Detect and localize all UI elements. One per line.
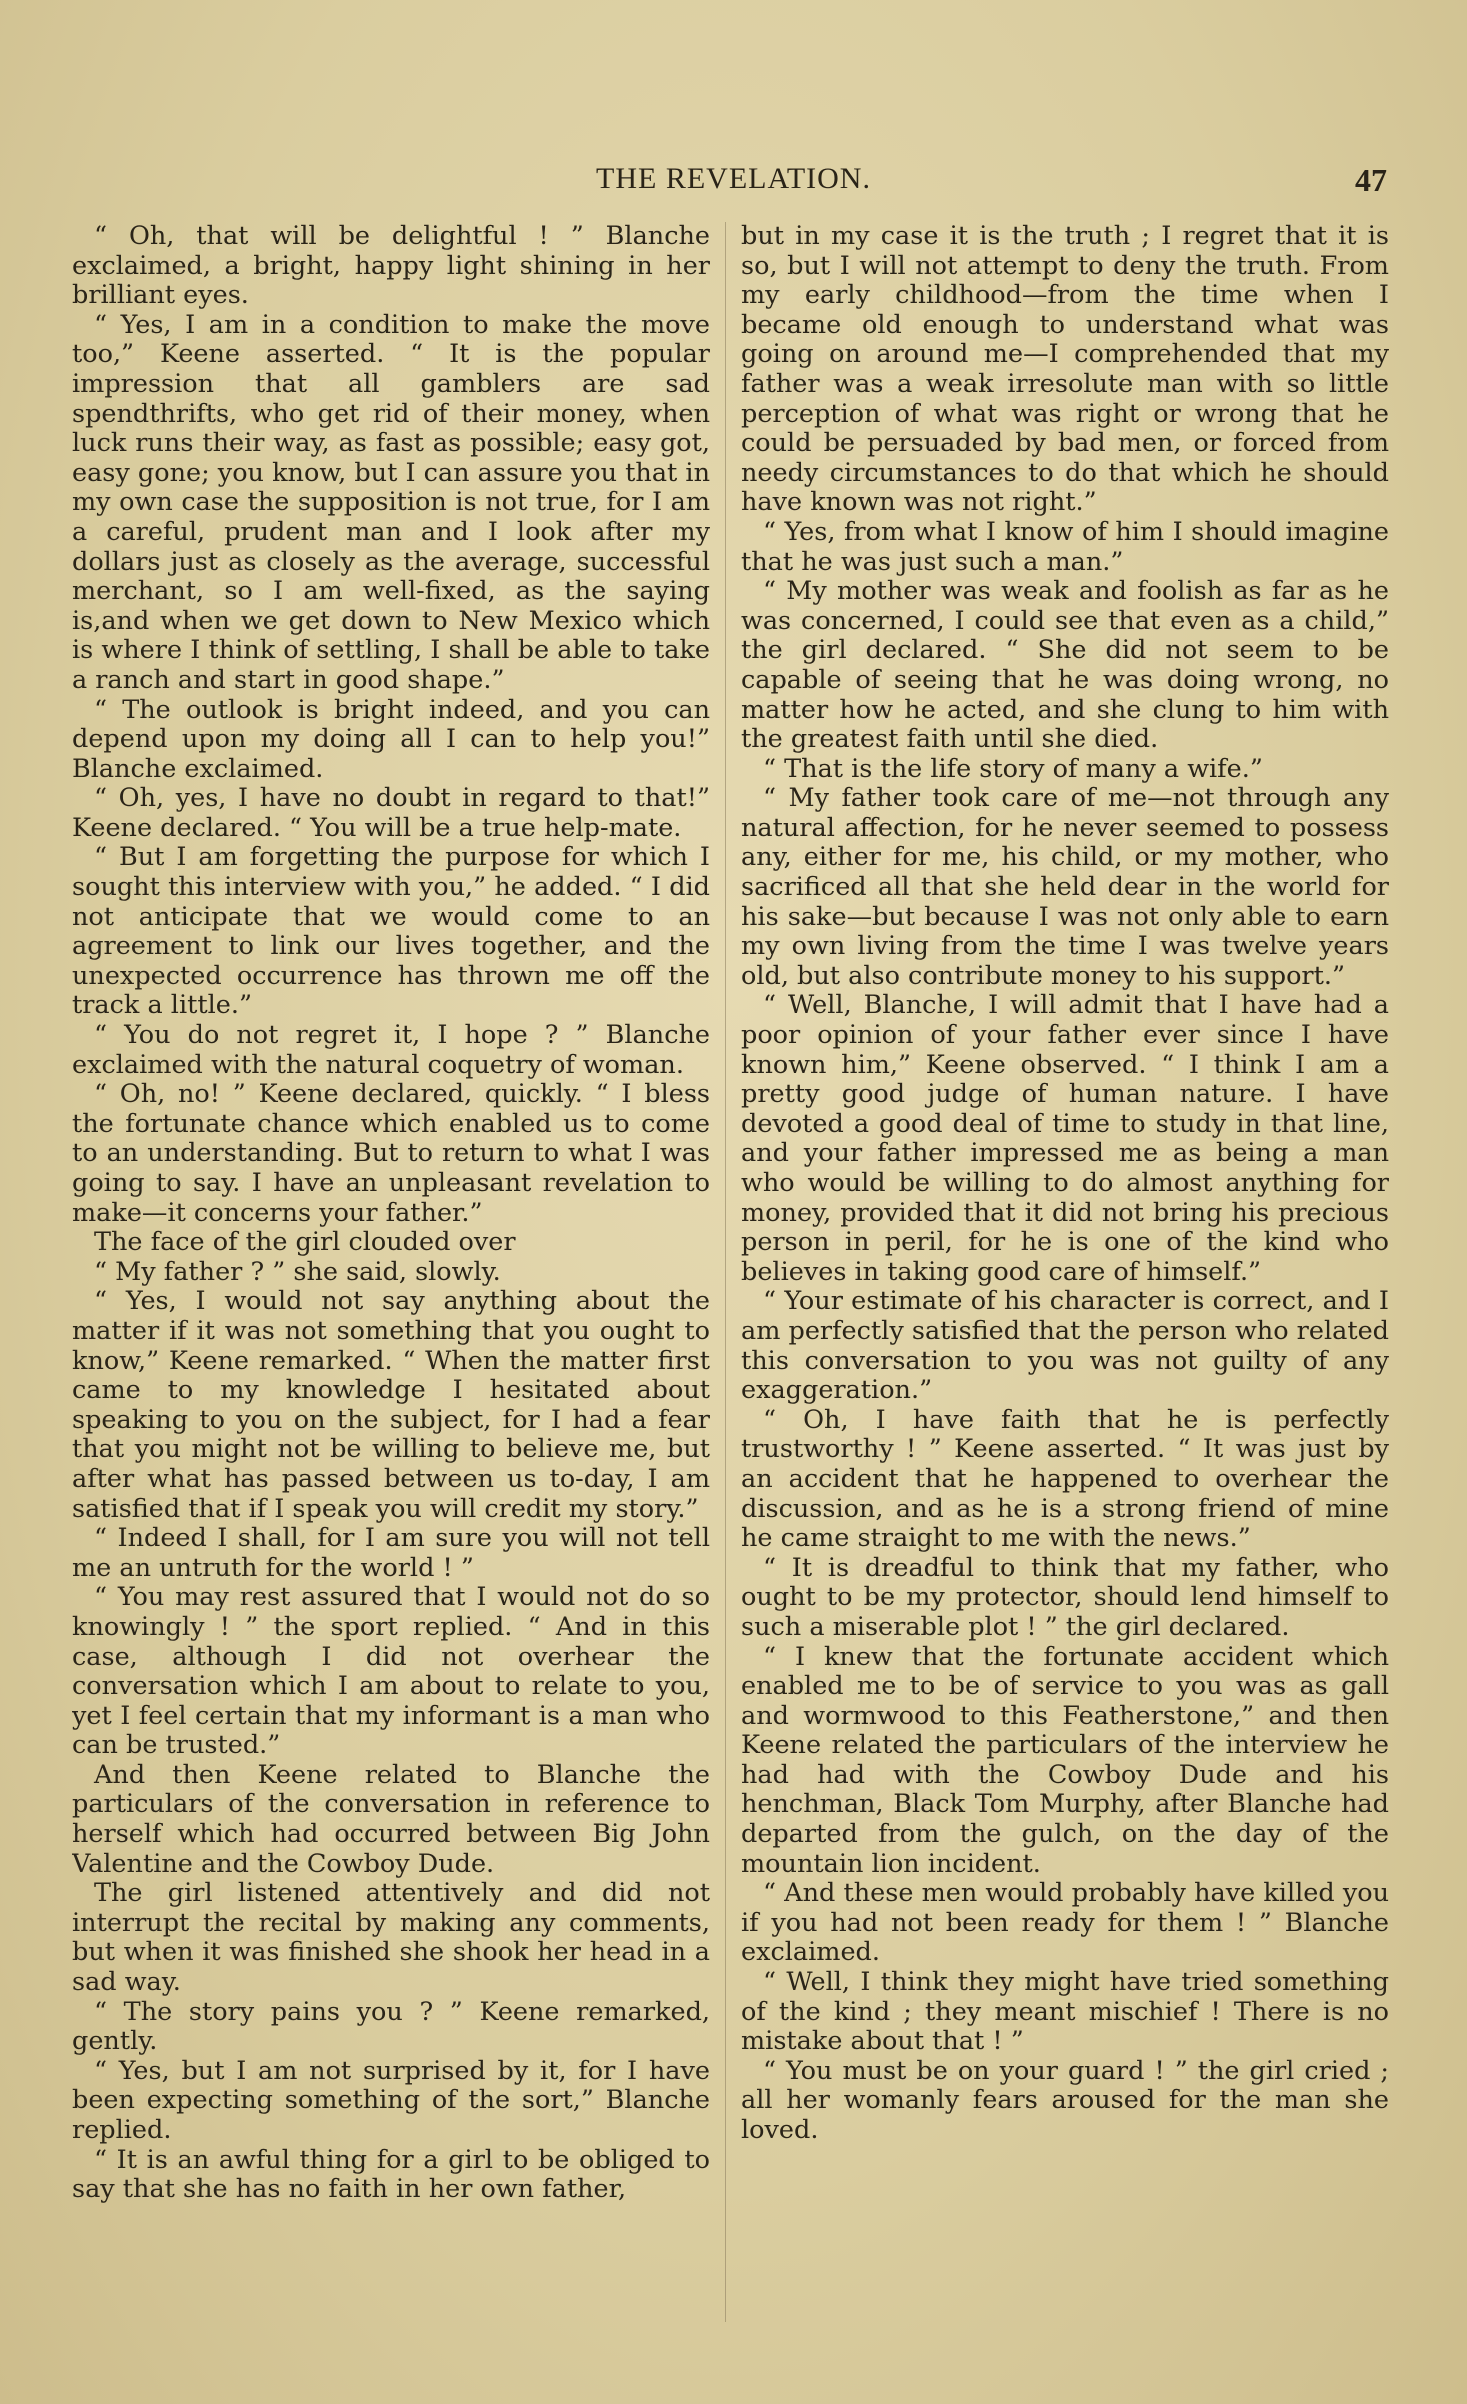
page-header xyxy=(0,150,1467,200)
paragraph: “ My mother was weak and foolish as far as he was concerned, I could see that even as a child,” the girl declared. “ She did not seem to be capable of seeing that he was doing wrong, no matter how he acted, and she clung to him with the greatest faith until she died. xyxy=(741,576,1389,755)
right-column xyxy=(741,222,1389,2322)
paragraph: The girl listened attentively and did not interrupt the recital by making any comments, but when it was finished she shook her head in a sad way. xyxy=(72,1878,710,1998)
column-divider xyxy=(725,222,726,2322)
left-column xyxy=(72,222,710,2322)
paragraph: And then Keene related to Blanche the particulars of the conversation in reference to herself which had occurred between Big John Valentine and the Cowboy Dude. xyxy=(72,1759,710,1879)
paragraph: “ The story pains you ? ” Keene remarked, gently. xyxy=(72,1996,710,2057)
paragraph: “ It is dreadful to think that my father, who ought to be my protector, should lend himself to such a miserable plot ! ” the girl declared. xyxy=(741,1552,1389,1642)
paragraph: “ Oh, that will be delightful ! ” Blanche exclaimed, a bright, happy light shining in her brilliant eyes. xyxy=(72,222,710,311)
paragraph: “ That is the life story of many a wife.” xyxy=(763,753,1263,784)
paragraph: “ Your estimate of his character is correct, and I am perfectly satisfied that the person who related this conversation to you was not guilty of any exaggeration.” xyxy=(741,1286,1389,1406)
running-title: THE REVELATION. xyxy=(596,162,871,195)
paragraph: “ You must be on your guard ! ” the girl cried ; all her womanly fears aroused for the man she loved. xyxy=(741,2055,1389,2145)
paragraph: “ Yes, I would not say anything about the matter if it was not something that you ought to know,” Keene remarked. “ When the matter first came to my knowledge I hesitated about speaking to you on the subject, for I had a fear that you might not be willing to believe me, but after what has passed between us to-day, I am satisfied that if I speak you will credit my story.” xyxy=(72,1286,710,1524)
paragraph: “ But I am forgetting the purpose for which I sought this interview with you,” he added. “ I did not anticipate that we would come to an agreement to link our lives together, and the unexpected occurrence has thrown me off the track a little.” xyxy=(72,842,710,1021)
paragraph: “ You may rest assured that I would not do so knowingly ! ” the sport replied. “ And in this case, although I did not overhear the conversation which I am about to relate to you, yet I feel certain that my informant is a man who can be trusted.” xyxy=(72,1582,710,1761)
paragraph: “ My father took care of me—not through any natural affection, for he never seemed to possess any, either for me, his child, or my mother, who sacrificed all that she held dear in the world for his sake—but because I was not only able to earn my own living from the time I was twelve years old, but also contribute money to his support.” xyxy=(741,783,1389,991)
paragraph: “ The outlook is bright indeed, and you can depend upon my doing all I can to help you!” Blanche exclaimed. xyxy=(72,694,710,784)
paragraph: “ You do not regret it, I hope ? ” Blanche exclaimed with the natural coquetry of woman. xyxy=(72,1020,710,1080)
paragraph: “ Indeed I shall, for I am sure you will not tell me an untruth for the world ! ” xyxy=(72,1523,710,1583)
page-number: 47 xyxy=(1355,162,1387,198)
paragraph: “ Well, Blanche, I will admit that I have had a poor opinion of your father ever since I have known him,” Keene observed. “ I think I am a pretty good judge of human nature. I have devoted a good deal of time to study in that line, and your father impressed me as being a man who would be willing to do almost anything for money, provided that it did not bring his precious person in peril, for he is one of the kind who believes in taking good care of himself.” xyxy=(741,990,1389,1287)
paragraph: “ I knew that the fortunate accident which enabled me to be of service to you was as gall and wormwood to this Featherstone,” and then Keene related the particulars of the interview he had had with the Cowboy Dude and his henchman, Black Tom Murphy, after Blanche had departed from the gulch, on the day of the mountain lion incident. xyxy=(741,1641,1389,1879)
paragraph: “ Yes, I am in a condition to make the move too,” Keene asserted. “ It is the popular impression that all gamblers are sad spendthrifts, who get rid of their money, when luck runs their way, as fast as possible; easy got, easy gone; you know, but I can assure you that in my own case the supposition is not true, for I am a careful, prudent man and I look after my dollars just as closely as the average, successful merchant, so I am well-fixed, as the saying is,and when we get down to New Mexico which is where I think of settling, I shall be able to take a ranch and start in good shape.” xyxy=(72,309,710,695)
paragraph: “ Well, I think they might have tried something of the kind ; they meant mischief ! There is no mistake about that ! ” xyxy=(741,1967,1389,2057)
paragraph: “ And these men would probably have killed you if you had not been ready for them ! ” Blanche exclaimed. xyxy=(741,1878,1389,1968)
paragraph: “ It is an awful thing for a girl to be obliged to say that she has no faith in her own father, xyxy=(72,2144,710,2205)
paragraph-continued: but in my case it is the truth ; I regret that it is so, but I will not attempt to deny the truth. From my early childhood—from the time when I became old enough to understand what was going on around me—I comprehended that my father was a weak irresolute man with so little perception of what was right or wrong that he could be persuaded by bad men, or forced from needy circumstances to do that which he should have known was not right.” xyxy=(741,222,1389,518)
paragraph: “ Oh, no! ” Keene declared, quickly. “ I bless the fortunate chance which enabled us to come to an understanding. But to return to what I was going to say. I have an unpleasant revelation to make—it concerns your father.” xyxy=(72,1079,710,1228)
paragraph: “ Yes, but I am not surprised by it, for I have been expecting something of the sort,” Blanche replied. xyxy=(72,2055,710,2145)
paragraph: “ My father ? ” she said, slowly. xyxy=(94,1256,501,1287)
paragraph: “ Oh, yes, I have no doubt in regard to that!” Keene declared. “ You will be a true help-mate. xyxy=(72,783,710,843)
paragraph: “ Yes, from what I know of him I should imagine that he was just such a man.” xyxy=(741,516,1389,577)
paragraph: The face of the girl clouded over xyxy=(94,1227,516,1258)
paragraph: “ Oh, I have faith that he is perfectly trustworthy ! ” Keene asserted. “ It was just by an accident that he happened to overhear the discussion, and as he is a strong friend of mine he came straight to me with the news.” xyxy=(741,1404,1389,1554)
